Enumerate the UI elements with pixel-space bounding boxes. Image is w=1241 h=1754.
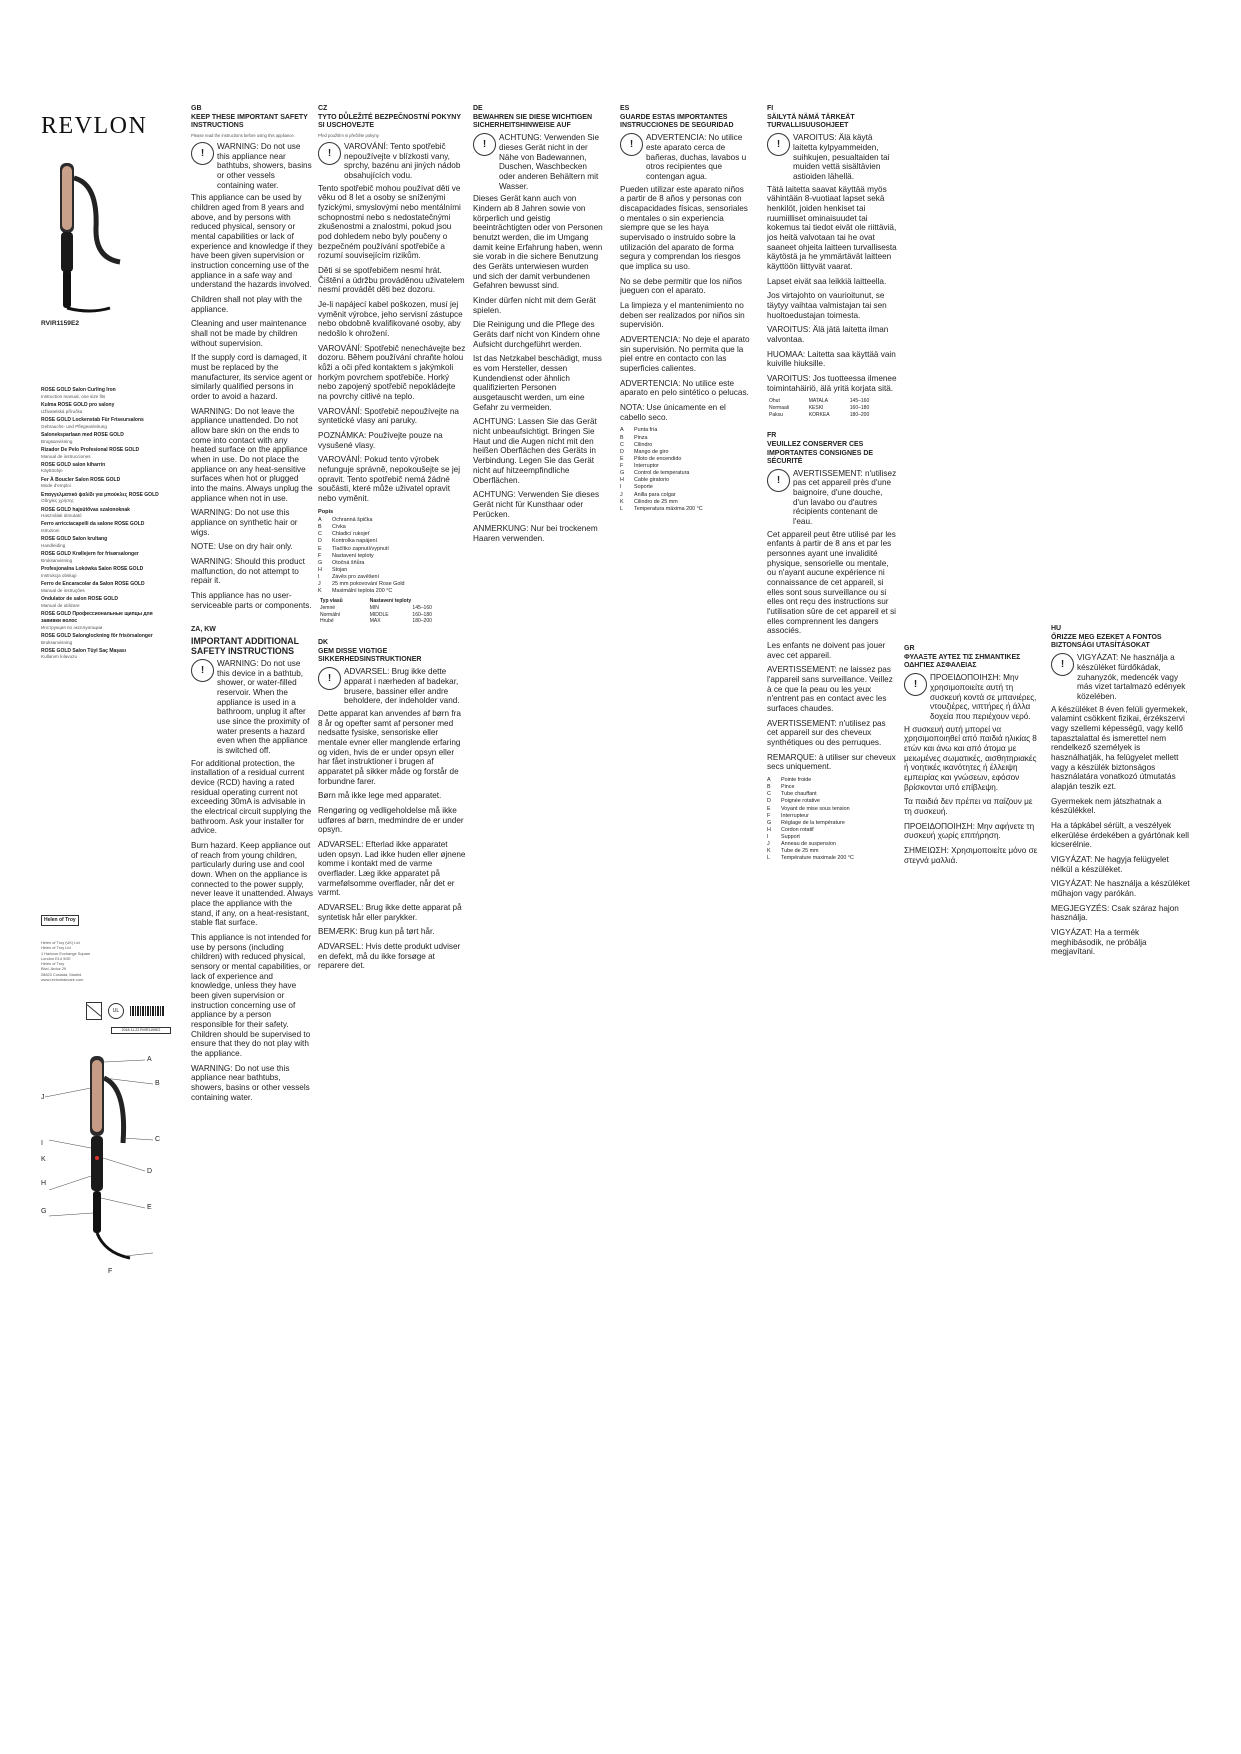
product-subtitle: Bruksanvisning (41, 639, 73, 645)
product-title: Fer À Boucler Salon ROSE GOLD (41, 476, 121, 483)
product-subtitle: Uživatelská příručka (41, 408, 83, 414)
product-title: Kulma ROSE GOLD pro salony (41, 401, 115, 408)
diagram-label-b: B (155, 1080, 160, 1087)
warning-gb: ! WARNING: Do not use this appliance near bathtubs, showers, basins or other vessels containing water. (191, 142, 313, 190)
product-subtitle: Οδηγίες χρήσης (41, 498, 74, 504)
product-title: Profesjonalna Lokówka Salon ROSE GOLD (41, 566, 144, 573)
paragraphs-de (473, 194, 603, 543)
product-subtitle: Istruzioni (41, 528, 60, 534)
paragraph: WARNING: Do not use this appliance on synthetic hair or wigs. (191, 508, 298, 537)
column-gb (191, 100, 313, 1310)
product-title: ROSE GOLD Salon krultang (41, 536, 108, 543)
section-title-fi: SÄILYTÄ NÄMÄ TÄRKEÄT TURVALLISUUSOHJEET (767, 114, 855, 130)
part-item: F Interruptor (620, 463, 659, 470)
paragraphs-gr (904, 725, 1039, 866)
paragraph: Børn må ikke lege med apparatet. (318, 791, 442, 801)
paragraph: ΣΗΜΕΙΩΣΗ: Χρησιμοποιείτε μόνο σε στεγνά μαλλιά. (904, 846, 1038, 865)
warning-bath-icon: ! (318, 142, 341, 165)
product-subtitle: Handleiding (41, 543, 66, 549)
warning-bath-icon: ! (767, 469, 790, 492)
paragraphs-gb (191, 193, 313, 610)
part-item: E Piloto de encendido (620, 455, 682, 462)
section-code-gb: GB (191, 105, 202, 112)
paragraph: ADVERTENCIA: No utilice este aparato en pelo sintético o pelucas. (620, 378, 749, 398)
paragraph: This appliance is not intended for use by persons (including children) with reduced physical, sensory or mental capabilities, or lack of experience and knowledge, unless they have been given supervision or instruction concerning use of appliance by a person responsible for their safety. Children should be supervised to ensure that they do not play with the appliance. (191, 933, 312, 1059)
part-item: B Cívka (318, 524, 346, 531)
spec-row: Hrubé MAX 180–200 (320, 618, 432, 625)
product-subtitle: Manual de utilizare (41, 602, 80, 608)
section-sub-cz: Před použitím si přečtěte pokyny. (318, 133, 380, 139)
spec-row: Normální MIDDLE 160–180 (320, 611, 432, 618)
part-item: L Température maximale 200 °C (767, 855, 854, 862)
part-item: C Chladicí rukojeť (318, 531, 370, 538)
product-title: Επαγγελματικό ψαλίδι για μπούκλες ROSE GOLD (41, 491, 159, 498)
part-item: E Voyant de mise sous tension (767, 805, 850, 812)
address-line: Blvd. Ardoz 29 (41, 966, 67, 972)
product-subtitle: Käyttöohje (41, 468, 63, 474)
part-item: J 25 mm pokovování Rose Gold (318, 581, 405, 588)
section-code-es: ES (620, 105, 630, 112)
section-title-dk: GEM DISSE VIGTIGE SIKKERHEDSINSTRUKTIONER (318, 648, 422, 664)
paragraphs-fr (767, 530, 897, 772)
part-item: K Cilindro de 25 mm (620, 498, 678, 505)
paragraph: VAROITUS: Jos tuotteessa ilmenee toimintahäiriö, älä yritä korjata sitä. (767, 374, 897, 393)
product-subtitle: Használati útmutató (41, 513, 82, 519)
diagram-label-d: D (147, 1168, 153, 1175)
model-number: RVIR1159E2 (41, 320, 80, 327)
part-item: F Interrupteur (767, 812, 809, 819)
part-item: H Stojan (318, 566, 348, 573)
diagram-label-f: F (108, 1268, 113, 1275)
product-subtitle: Mode d'emploi (41, 483, 71, 489)
part-item: B Pinza (620, 434, 648, 441)
product-title: ROSE GOLD salon kiharrin (41, 461, 106, 468)
product-title: ROSE GOLD Lockenstab Für Friseursalons (41, 416, 144, 423)
part-item: E Tlačítko zapnutí/vypnutí (318, 545, 389, 552)
warning-bath-icon: ! (767, 133, 790, 156)
paragraph: Tätä laitetta saavat käyttää myös vähintään 8-vuotiaat lapset sekä henkilöt, joiden henkiset tai ruumiilliset ominaisuudet tai kokemus tai tiedot eivät ole riittäviä, jos heitä valvotaan tai he ovat saaneet ohjeita laitteen turvallisesta käytöstä ja he ymmärtävät laitteen käyttöön liittyvät vaarat. (767, 184, 897, 272)
ul-icon: UL (108, 1003, 124, 1019)
paragraph: Ist das Netzkabel beschädigt, muss es vom Hersteller, dessen Kundendienst oder ähnlich qualifizierten Personen ausgetauscht werden, um eine Gefahr zu vermeiden. (473, 354, 602, 412)
paragraph: POZNÁMKA: Používejte pouze na vysušené vlasy. (318, 431, 443, 450)
product-title: ROSE GOLD Профессиональные щипцы для завивки волос (41, 611, 153, 624)
part-item: L Temperatura máxima 200 °C (620, 505, 703, 512)
paragraph: HUOMAA: Laitetta saa käyttää vain kuiville hiuksille. (767, 349, 896, 369)
column-es (620, 100, 750, 1310)
paragraph: Dieses Gerät kann auch von Kindern ab 8 Jahren sowie von körperlich und geistig beeinträchtigten oder von Personen benutzt werden, die im Umgang damit keine Erfahrung haben, wenn sie vorab in die sichere Benutzung des Geräts unterwiesen wurden und sich der damit verbundenen Gefahren bewusst sind. (473, 194, 603, 291)
part-item: G Réglage de la température (767, 819, 845, 826)
part-item: F Nastavení teploty (318, 552, 374, 559)
section-code-de: DE (473, 105, 483, 112)
address-line: Helen of Troy (UK) Ltd (41, 940, 80, 945)
part-item: B Pince (767, 784, 795, 791)
spec-row: Jemné MIN 145–160 (320, 605, 432, 612)
paragraph: For additional protection, the installation of a residual current device (RCD) having a rated residual operating current not exceeding 30mA is advisable in the electrical circuit supplying the bathroom. Ask your installer for advice. (191, 758, 312, 836)
paragraph: VAROVÁNÍ: Spotřebič nepoužívejte na syntetické vlasy ani paruky. (318, 406, 459, 426)
paragraph: NOTA: Use únicamente en el cabello seco. (620, 403, 726, 422)
barcode-icon (130, 1006, 164, 1016)
paragraph: This appliance can be used by children aged from 8 years and above, and by persons with reduced physical, sensory or mental capabilities or lack of experience and knowledge if they have been given supervision or instruction concerning use of the appliance in a safe way and understand the hazards involved. (191, 193, 313, 290)
product-subtitle: Bruksanvisning (41, 558, 73, 564)
warning-za: ! WARNING: Do not use this device in a bathtub, shower, or water-filled reservoir. When the appliance is used in a bathroom, unplug it after use since the proximity of water presents a hazard even when the appliance is switched off. (191, 659, 313, 756)
product-title: Ondulator de salon ROSE GOLD (41, 596, 118, 603)
column-fi (767, 100, 897, 1310)
parts-list-fr (767, 777, 897, 863)
paragraph: NOTE: Use on dry hair only. (191, 542, 293, 552)
part-item: I Soporte (620, 484, 653, 491)
certification-marks (86, 1002, 164, 1020)
paragraph: Je-li napájecí kabel poškozen, musí jej vyměnit výrobce, jeho servisní zástupce nebo obdobně kvalifikované osoby, aby nedošlo k ohrožení. (318, 299, 463, 338)
warning-dk: ! ADVARSEL: Brug ikke dette apparat i nærheden af badekar, brusere, bassiner eller andre beholdere, der indeholder vand. (318, 667, 466, 706)
section-code-cz: CZ (318, 105, 328, 112)
paragraph: Burn hazard. Keep appliance out of reach from young children, particularly during use and cool down. When on the appliance is connected to the power supply, never leave it unattended. Always place the appliance with the stand, if any, on a heat-resistant, stable flat surface. (191, 840, 313, 928)
diagram-label-h: H (41, 1180, 47, 1187)
paragraph: MEGJEGYZÉS: Csak száraz hajon használja. (1051, 903, 1179, 923)
part-item: C Tube chauffant (767, 791, 817, 798)
section-code-gr: GR (904, 645, 915, 652)
product-title: Ferro arricciacapelli da salone ROSE GOLD (41, 521, 145, 528)
paragraph: VIGYÁZAT: Ne használja a készüléket műhajon vagy parókán. (1051, 879, 1190, 899)
product-title: ROSE GOLD Salon Curling Iron (41, 387, 116, 393)
paragraph: VIGYÁZAT: Ne hagyja felügyelet nélkül a készüléket. (1051, 855, 1169, 874)
paragraph: This appliance has no user-serviceable parts or components. (191, 591, 312, 610)
section-code-dk: DK (318, 638, 329, 646)
part-item: D Kontrolka napájení (318, 538, 377, 545)
paragraph: Η συσκευή αυτή μπορεί να χρησιμοποιηθεί από παιδιά ηλικίας 8 ετών και άνω και από άτομα με μειωμένες σωματικές, αισθητηριακές ή νοητικές ικανότητες ή έλλειψη εμπειρίας και γνώσεων, εφόσον βρίσκονται υπό επίβλεψη. (904, 724, 1037, 792)
product-title: Ferro de Encaracolar da Salon ROSE GOLD (41, 581, 145, 588)
part-item: H Cordon rotatif (767, 826, 814, 833)
product-subtitle: Instruction manual, one size fits (41, 393, 106, 399)
part-item: H Cable giratorio (620, 477, 670, 484)
part-item: G Otočná šňůra (318, 559, 365, 566)
product-subtitle: Instrukcja obsługi (41, 573, 77, 578)
paragraph: La limpieza y el mantenimiento no deben ser realizados por niños sin supervisión. (620, 301, 745, 330)
paragraph: ΠΡΟΕΙΔΟΠΟΙΗΣΗ: Μην αφήνετε τη συσκευή χωρίς επιτήρηση. (904, 821, 1035, 841)
paragraph: Τα παιδιά δεν πρέπει να παίζουν με τη συσκευή. (904, 797, 1033, 817)
parts-list-cz (318, 517, 466, 595)
warning-bath-icon: ! (473, 133, 496, 156)
diagram-label-a: A (147, 1056, 152, 1063)
part-item: I Support (767, 834, 800, 841)
warning-es: ! ADVERTENCIA: No utilice este aparato cerca de bañeras, duchas, lavabos u otros recipientes que contengan agua. (620, 133, 750, 181)
paragraph: A készüléket 8 éven felüli gyermekek, valamint csökkent fizikai, érzékszervi vagy szellemi képességű, vagy kellő tapasztalattal és ismerettel nem rendelkező személyek is használhatják, ha felügyelet mellett vagy a készülék biztonságos használatára vonatkozó útmutatás alapján teszik ezt. (1051, 704, 1188, 792)
paragraphs-dk (318, 709, 466, 971)
warning-cz: ! VAROVÁNÍ: Tento spotřebič nepoužívejte v blízkosti vany, sprchy, bazénu ani jiných nádob obsahujících vodu. (318, 142, 466, 181)
warning-hu: ! VIGYÁZAT: Ne használja a készüléket fürdőkádak, zuhanyzók, medencék vagy más vizet tartalmazó edények közelében. (1051, 653, 1191, 701)
part-item: A Pointe froide (767, 777, 812, 784)
paragraph: ACHTUNG: Verwenden Sie dieses Gerät nicht für Kunsthaar oder Perücken. (473, 490, 600, 519)
part-item: G Control de temperatura (620, 470, 690, 477)
product-title: Saloneksparlaan med ROSE GOLD (41, 431, 124, 438)
paragraph: Pueden utilizar este aparato niños a partir de 8 años y personas con discapacidades físicas, sensoriales o mentales o sin experiencia siempre que se les haya supervisado o instruido sobre la utilización del aparato de forma segura y comprendan los riesgos que implica su uso. (620, 184, 748, 272)
section-title-gb: KEEP THESE IMPORTANT SAFETY INSTRUCTIONS (191, 114, 308, 130)
address-line: 1 Harbour Exchange Square (41, 950, 91, 956)
section-sub-gb: Please read the instructions before using this appliance. (191, 133, 295, 139)
section-title-gr: ΦΥΛΑΞΤΕ ΑΥΤΕΣ ΤΙΣ ΣΗΜΑΝΤΙΚΕΣ ΟΔΗΓΙΕΣ ΑΣΦΑΛΕΙΑΣ (904, 654, 1021, 670)
spec-row: Ohut MATALA 145–160 (769, 398, 870, 405)
paragraph: Tento spotřebič mohou používat děti ve věku od 8 let a osoby se sníženými fyzickými, smyslovými nebo mentálními schopnostmi nebo s nedostatečnými zkušenostmi a znalostmi, pokud jsou pod dohledem nebo byly poučeny o bezpečném používání spotřebiče a rozumí souvisejícím rizikům. (318, 183, 461, 261)
product-title: ROSE GOLD hajsütővas szalonoknak (41, 506, 130, 513)
warning-bath-icon: ! (191, 142, 214, 165)
warning-bath-icon: ! (318, 667, 341, 690)
paragraph: If the supply cord is damaged, it must be replaced by the manufacturer, its service agent or similarly qualified persons in order to avoid a hazard. (191, 353, 313, 401)
section-title-fr: VEUILLEZ CONSERVER CES IMPORTANTES CONSIGNES DE SÉCURITÉ (767, 441, 874, 465)
parts-title-cz: Popis (318, 508, 334, 515)
part-item: C Cilindro (620, 441, 653, 448)
paragraph: VAROITUS: Älä jätä laitetta ilman valvontaa. (767, 325, 889, 345)
part-item: A Ochranná špička (318, 517, 373, 524)
paragraph: VAROVÁNÍ: Pokud tento výrobek nefunguje správně, nepokoušejte se jej opravit. Tento spotřebič nemá žádné součásti, které může uživatel opravit nebo vyměnit. (318, 455, 461, 504)
warning-fr: ! AVERTISSEMENT: n'utilisez pas cet appareil près d'une baignoire, d'une douche, d'un lavabo ou d'autres récipients contenant de l'eau. (767, 469, 897, 527)
paragraphs-cz (318, 184, 466, 504)
part-item: J Anneau de suspension (767, 841, 836, 848)
warning-bath-icon: ! (191, 659, 214, 682)
section-title-de: BEWAHREN SIE DIESE WICHTIGEN SICHERHEITSHINWEISE AUF (473, 114, 593, 130)
paragraph: BEMÆRK: Brug kun på tørt hår. (318, 927, 435, 937)
paragraph: Kinder dürfen nicht mit dem Gerät spielen. (473, 296, 596, 315)
paragraph: Gyermekek nem játszhatnak a készülékkel. (1051, 796, 1162, 816)
paragraph: WARNING: Should this product malfunction, do not attempt to repair it. (191, 557, 305, 586)
product-title: ROSE GOLD Salon Tüyl Saç Maşası (41, 647, 127, 654)
product-subtitle: Gebrauchs- und Pflegeanleitung (41, 423, 107, 429)
brand-logo: REVLON (41, 113, 148, 139)
address-line: Helen of Troy (41, 961, 65, 967)
spec-row: Paksu KORKEA 180–200 (769, 411, 870, 418)
spec-table-cz: Typ vlasů Nastavení teploty Jemné MIN 145–160 Normální MIDDLE 160–180 Hrubé MAX 180–200 (318, 598, 454, 624)
warning-gr: ! ΠΡΟΕΙΔΟΠΟΙΗΣΗ: Μην χρησιμοποιείτε αυτή τη συσκευή κοντά σε μπανιέρες, ντουζιέρες, νιπτήρες ή άλλα δοχεία που περιέχουν νερό. (904, 673, 1039, 721)
part-item: K Maximální teplota 200 °C (318, 588, 393, 595)
paragraph: WARNING: Do not use this appliance near bathtubs, showers, basins or other vessels containing water. (191, 1063, 310, 1102)
product-title: Rizador De Pelo Profesional ROSE GOLD (41, 446, 140, 453)
paragraphs-hu (1051, 705, 1191, 957)
warning-bath-icon: ! (1051, 653, 1074, 676)
paragraph: Dette apparat kan anvendes af børn fra 8 år og opefter samt af personer med nedsatte fysiske, sensoriske eller mentale evner eller manglende erfaring og viden, hvis de er under opsyn eller har fået instruktioner i brugen af apparatet på sikker måde og forstår de forbundne farer. (318, 708, 461, 786)
column-cz (318, 100, 466, 1310)
paragraph: ACHTUNG: Lassen Sie das Gerät nicht unbeaufsichtigt. Bringen Sie Haut und die Augen nicht mit den heißen Oberflächen des Geräts in Verbindung. Legen Sie das Gerät nicht auf hitzeempfindliche Oberflächen. (473, 417, 597, 485)
product-subtitle: Manual de instrucciones (41, 453, 91, 459)
print-code: 2018-11-22 RVIR1159E2 (111, 1027, 171, 1034)
diagram-label-j: J (41, 1094, 45, 1101)
paragraph: AVERTISSEMENT: n'utilisez pas cet appareil sur des cheveux synthétiques ou des perruques. (767, 718, 886, 748)
diagram-label-k: K (41, 1156, 46, 1163)
diagram-label-e: E (147, 1204, 152, 1211)
paragraph: Children shall not play with the appliance. (191, 294, 303, 314)
address-line: London E14 9GE (41, 955, 71, 961)
section-title-es: GUARDE ESTAS IMPORTANTES INSTRUCCIONES DE SEGURIDAD (620, 114, 734, 130)
product-subtitle: Manual de instruções (41, 587, 85, 593)
paragraph: VAROVÁNÍ: Spotřebič nenechávejte bez dozoru. Během používání chraňte holou kůži a oči před kontaktem s jakýmkoli horkým povrchem spotřebiče. Horký nebo zapojený spotřebič nepokládejte na povrchy citlivé na teplo. (318, 343, 466, 401)
product-title: ROSE GOLD Salonglockning för frisörsalonger (41, 632, 153, 639)
part-item: D Poignée rotative (767, 798, 820, 805)
helen-of-troy-badge: Helen of Troy (41, 915, 79, 926)
warning-bath-icon: ! (904, 673, 927, 696)
paragraph: Les enfants ne doivent pas jouer avec cet appareil. (767, 641, 886, 660)
weee-bin-icon (86, 1002, 102, 1020)
paragraphs-za (191, 759, 313, 1103)
paragraph: ADVARSEL: Efterlad ikke apparatet uden opsyn. Lad ikke huden eller øjnene komme i kontakt med de varme overflader. Læg ikke apparatet på varmefølsomme overflader, når det er varmt. (318, 839, 466, 898)
address-line: 28823 Coslada, Madrid (41, 971, 82, 977)
warning-de: ! ACHTUNG: Verwenden Sie dieses Gerät nicht in der Nähe von Badewannen, Duschen, Waschbecken oder anderen Behältern mit Wasser. (473, 133, 603, 191)
paragraph: AVERTISSEMENT: ne laissez pas l'appareil sans surveillance. Veillez à ce que la peau ou les yeux n'entrent pas en contact avec les surfaces chaudes. (767, 665, 893, 714)
paragraph: REMARQUE: à utiliser sur cheveux secs uniquement. (767, 752, 896, 772)
spec-table-fi (767, 398, 887, 418)
paragraph: ANMERKUNG: Nur bei trockenem Haaren verwenden. (473, 524, 598, 543)
diagram-label-g: G (41, 1208, 47, 1215)
section-code-fi: FI (767, 105, 774, 112)
paragraph: Jos virtajohto on vaurioitunut, se täytyy vaihtaa valmistajan tai sen huoltoedustajan toimesta. (767, 291, 887, 320)
paragraph: WARNING: Do not leave the appliance unattended. Do not allow bare skin on the ends to come into contact with any heated surface on the appliance when in use. Do not place the appliance on any heat-sensitive surfaces when hot or plugged into the mains. Always unplug the appliance when not in use. (191, 406, 313, 503)
address-line: www.revlonhaircare.com (41, 976, 84, 982)
paragraph: Cleaning and user maintenance shall not be made by children without supervision. (191, 319, 307, 348)
product-subtitle: Brugsanvisning (41, 438, 73, 444)
paragraph: Ha a tápkábel sérült, a veszélyek elkerülése érdekében a gyártónak kell kicserélnie. (1051, 821, 1189, 850)
product-title-list (41, 385, 166, 661)
product-subtitle: Kullanım kılavuzu (41, 654, 78, 660)
section-code-hu: HU (1051, 625, 1062, 632)
column-de (473, 100, 603, 1310)
paragraph: Cet appareil peut être utilisé par les enfants à partir de 8 ans et par les personnes ayant une invalidité physique, sensorielle ou mentale, ou n'ayant aucune expérience ni connaissance de cet appareil, si elles sont sous surveillance ou si elles ont reçu des instructions sur l'utilisation sûre de cet appareil et si elles comprennent les dangers associés. (767, 529, 896, 636)
paragraphs-fi (767, 185, 897, 394)
part-item: I Závěs pro zavěšení (318, 574, 380, 581)
parts-list-es (620, 427, 750, 513)
section-code-za: ZA, KW (191, 626, 216, 634)
section-title-za: IMPORTANT ADDITIONAL SAFETY INSTRUCTIONS (191, 635, 299, 656)
paragraph: Die Reinigung und die Pflege des Geräts darf nicht von Kindern ohne Aufsicht durchgeführt werden. (473, 320, 600, 349)
paragraph: Lapset eivät saa leikkiä laitteella. (767, 276, 887, 286)
section-title-cz: TYTO DŮLEŽITÉ BEZPEČNOSTNÍ POKYNY SI USCHOVEJTE (318, 114, 461, 130)
diagram-label-c: C (155, 1136, 161, 1143)
section-title-hu: ŐRIZZE MEG EZEKET A FONTOS BIZTONSÁGI UTASÍTÁSOKAT (1051, 634, 1162, 650)
diagram-label-i: I (41, 1140, 43, 1147)
warning-fi: ! VAROITUS: Älä käytä laitetta kylpyammeiden, suihkujen, pesualtaiden tai muiden vettä sisältävien astioiden lähellä. (767, 133, 897, 181)
paragraph: No se debe permitir que los niños jueguen con el aparato. (620, 276, 742, 296)
part-item: J Anilla para colgar (620, 491, 676, 498)
section-code-fr: FR (767, 432, 777, 440)
address-line: Helen of Troy Ltd (41, 945, 71, 951)
paragraph: ADVARSEL: Hvis dette produkt udviser en defekt, må du ikke forsøge at reparere det. (318, 941, 461, 971)
parts-diagram (35, 1048, 170, 1263)
warning-bath-icon: ! (620, 133, 643, 156)
manufacturer-address (41, 940, 121, 982)
paragraph: Rengøring og vedligeholdelse må ikke udføres af børn, medmindre de er under opsyn. (318, 805, 464, 835)
paragraph: ADVARSEL: Brug ikke dette apparat på syntetisk hår eller parykker. (318, 902, 462, 922)
paragraph: VIGYÁZAT: Ha a termék meghibásodik, ne próbálja megjavítani. (1051, 928, 1147, 957)
spec-row: Normaali KESKI 160–180 (769, 405, 870, 412)
part-item: K Tube de 25 mm (767, 848, 819, 855)
part-item: D Mango de giro (620, 448, 669, 455)
product-title: ROSE GOLD Krøllejern for frisørsalonger (41, 551, 139, 558)
paragraph: ADVERTENCIA: No deje el aparato sin supervisión. No permita que la piel entre en contacto con las superficies calientes. (620, 335, 750, 374)
product-subtitle: Инструкция по эксплуатации (41, 624, 103, 630)
column-hu (1051, 100, 1191, 1310)
paragraph: Děti si se spotřebičem nesmí hrát. Čištění a údržbu prováděnou uživatelem nesmí provádět děti bez dozoru. (318, 265, 465, 295)
part-item: A Punta fría (620, 427, 658, 434)
curling-iron-image (50, 158, 170, 316)
column-gr (904, 100, 1039, 1310)
paragraphs-es (620, 185, 750, 423)
